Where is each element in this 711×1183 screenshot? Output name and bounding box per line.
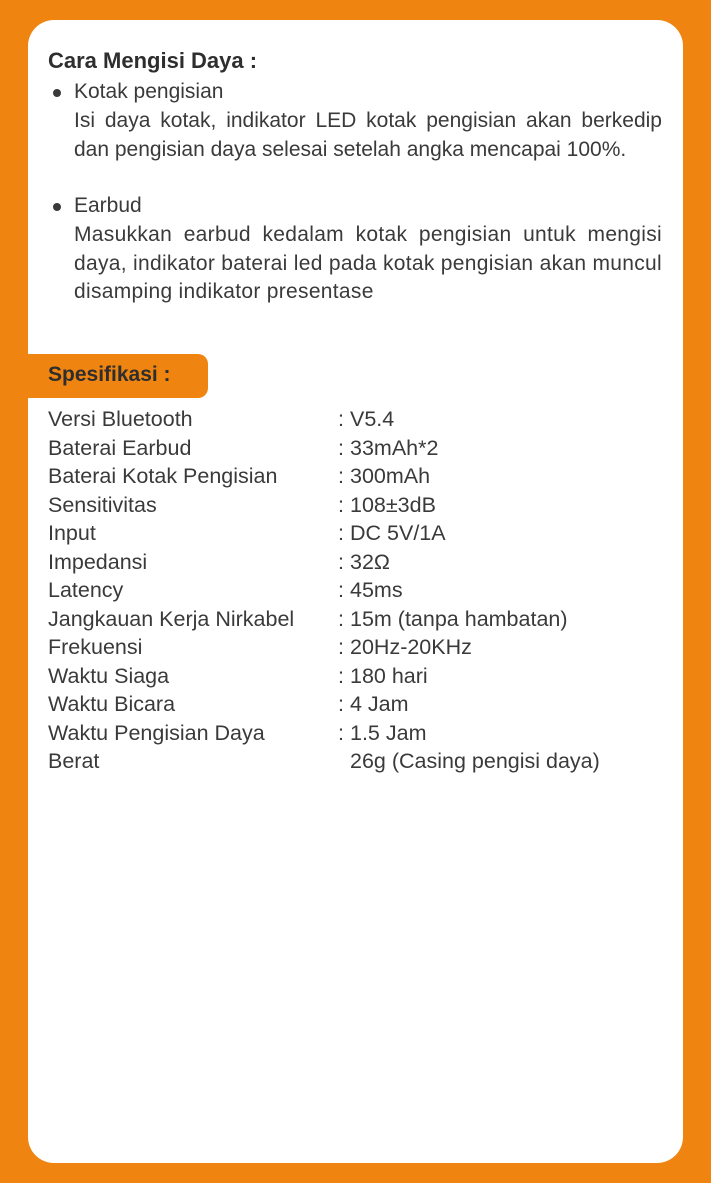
spec-value: 4 Jam [350, 692, 409, 716]
spec-key: Waktu Bicara [48, 692, 176, 716]
spec-row [48, 519, 600, 548]
spec-row [48, 405, 600, 434]
spec-title: Spesifikasi : [48, 363, 171, 386]
spec-row [48, 491, 600, 520]
spec-separator: : [338, 492, 344, 517]
spec-separator: : [338, 578, 344, 602]
spec-value: 180 hari [350, 663, 428, 688]
spec-separator: : [338, 720, 344, 745]
spec-value: 15m (tanpa hambatan) [350, 606, 568, 631]
spec-key: Versi Bluetooth [48, 407, 193, 431]
spec-separator: : [338, 521, 344, 545]
spec-row [48, 747, 600, 776]
spec-key: Baterai Kotak Pengisian [48, 464, 278, 488]
spec-separator [338, 747, 350, 776]
spec-row [48, 633, 600, 662]
spec-row [48, 662, 600, 691]
bullet-icon [53, 203, 61, 211]
spec-table [48, 405, 600, 776]
spec-value: 300mAh [350, 464, 431, 488]
spec-separator: : [338, 407, 344, 431]
spec-key: Berat [48, 749, 100, 773]
charging-title: Cara Mengisi Daya : [48, 48, 258, 73]
spec-value: V5.4 [350, 407, 395, 431]
spec-separator: : [338, 635, 344, 659]
spec-key: Waktu Pengisian Daya [48, 720, 265, 745]
spec-row [48, 576, 600, 605]
spec-key: Latency [48, 578, 124, 602]
spec-row [48, 690, 600, 719]
spec-row [48, 462, 600, 491]
bullet-icon [53, 89, 61, 97]
spec-value: DC 5V/1A [350, 521, 446, 545]
spec-title-tag [28, 354, 208, 398]
spec-value: 20Hz-20KHz [350, 635, 472, 659]
spec-key: Input [48, 521, 96, 545]
spec-row [48, 605, 600, 634]
charging-item-text: Isi daya kotak, indikator LED kotak pengisian akan berkedip dan pengisian daya selesai setelah angka mencapai 100%. [74, 109, 662, 161]
spec-row [48, 434, 600, 463]
charging-item-text: Masukkan earbud kedalam kotak pengisian untuk mengisi daya, indikator baterai led pada kotak pengisian akan muncul disamping indikator presentase [74, 223, 662, 303]
spec-value: 26g (Casing pengisi daya) [350, 749, 600, 773]
spec-key: Frekuensi [48, 635, 143, 659]
spec-key: Impedansi [48, 549, 148, 574]
spec-key: Baterai Earbud [48, 435, 192, 460]
spec-separator: : [338, 549, 344, 574]
spec-value: 108±3dB [350, 492, 436, 517]
spec-separator: : [338, 464, 344, 488]
spec-key: Jangkauan Kerja Nirkabel [48, 606, 295, 631]
charging-item-label: Earbud [74, 194, 142, 217]
spec-value: 1.5 Jam [350, 720, 427, 745]
charging-item-label: Kotak pengisian [74, 80, 224, 103]
spec-value: 33mAh*2 [350, 435, 439, 460]
spec-row [48, 548, 600, 577]
spec-separator: : [338, 606, 344, 631]
spec-separator: : [338, 663, 344, 688]
spec-separator: : [338, 435, 344, 460]
spec-separator: : [338, 692, 344, 716]
spec-value: 32Ω [350, 549, 390, 574]
spec-key: Sensitivitas [48, 492, 157, 517]
spec-row [48, 719, 600, 748]
spec-key: Waktu Siaga [48, 663, 170, 688]
spec-value: 45ms [350, 578, 403, 602]
